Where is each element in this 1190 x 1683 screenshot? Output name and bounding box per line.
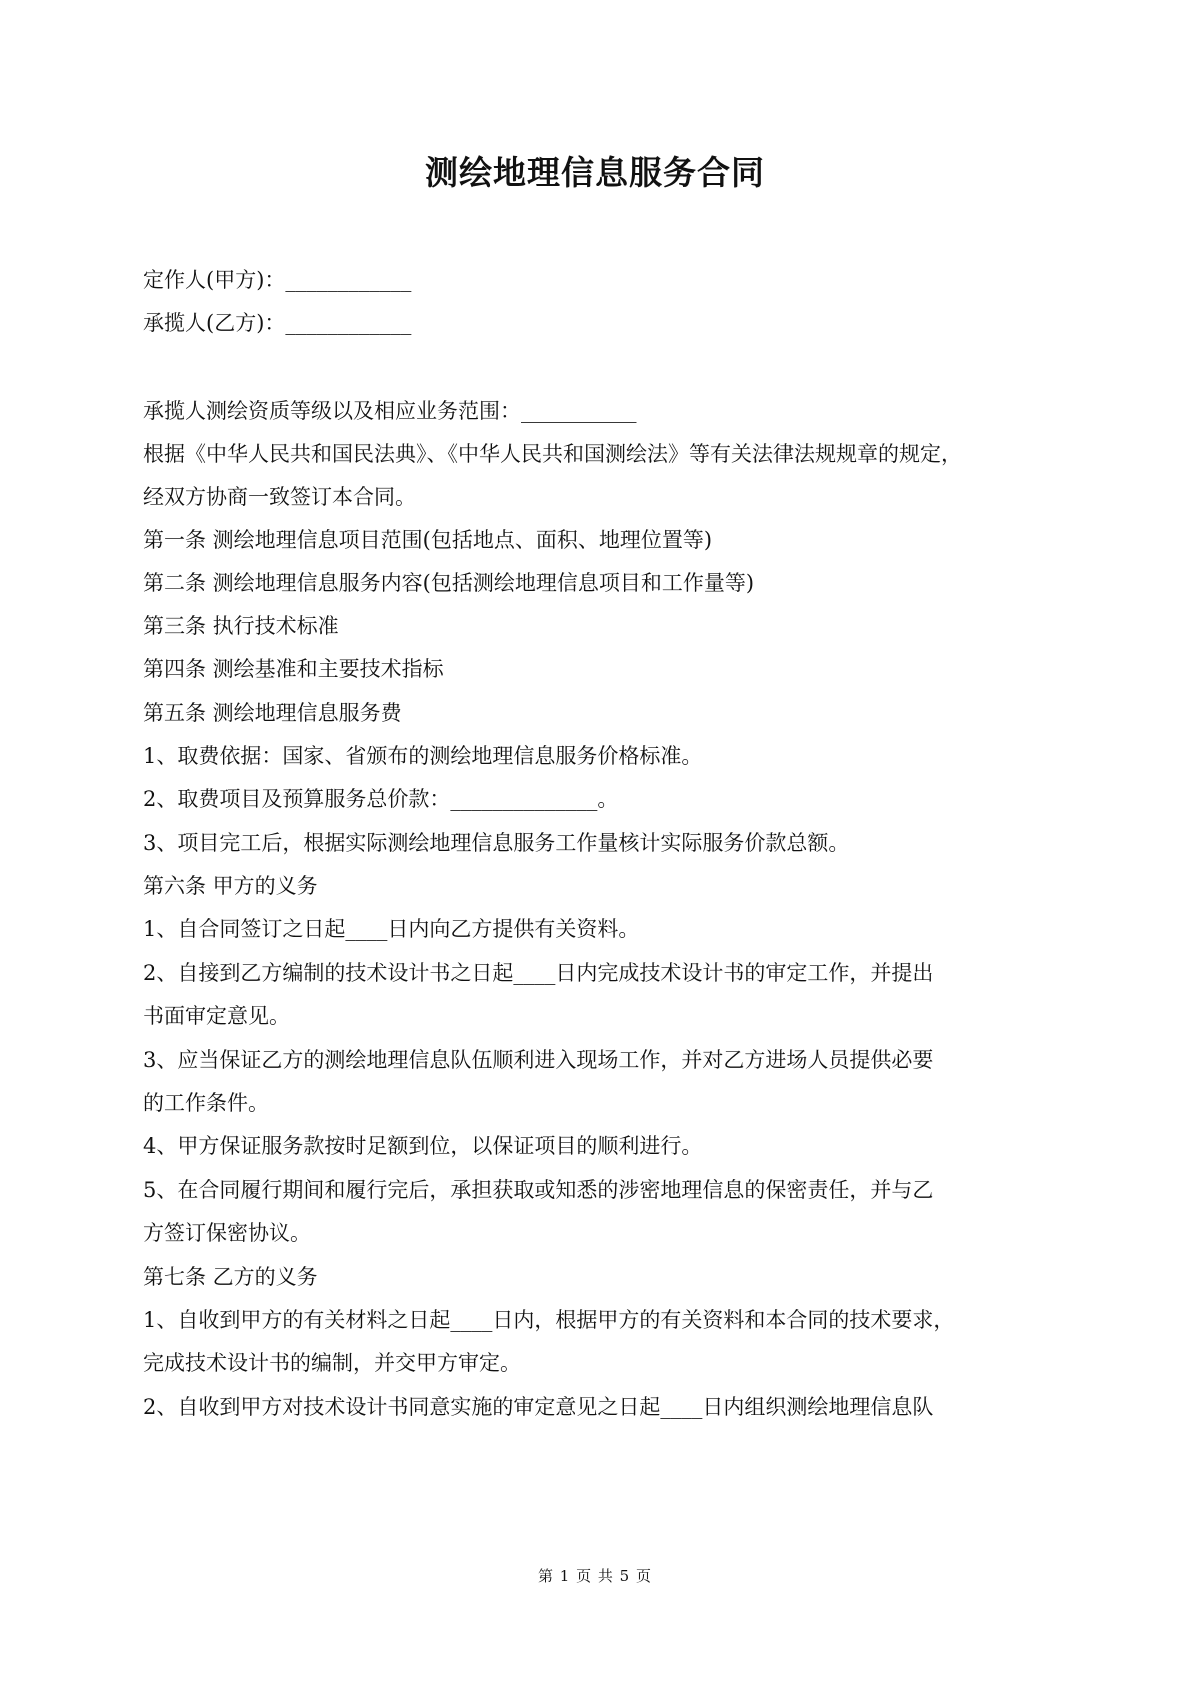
article-1-heading: 第一条 测绘地理信息项目范围(包括地点、面积、地理位置等) xyxy=(143,528,713,552)
party-b-line: 承揽人(乙方)：____________ xyxy=(143,311,412,335)
article-5-heading: 第五条 测绘地理信息服务费 xyxy=(143,701,402,725)
article-7-item-1-line-1: 1、自收到甲方的有关材料之日起____日内，根据甲方的有关资料和本合同的技术要求， xyxy=(143,1308,955,1332)
article-7-heading: 第七条 乙方的义务 xyxy=(143,1265,318,1289)
party-a-line: 定作人(甲方)：____________ xyxy=(143,268,412,292)
article-5-item-2: 2、取费项目及预算服务总价款：______________。 xyxy=(143,787,619,811)
page-indicator: 第 1 页 共 5 页 xyxy=(538,1567,652,1585)
article-5-item-1: 1、取费依据：国家、省颁布的测绘地理信息服务价格标准。 xyxy=(143,744,703,768)
article-2-heading: 第二条 测绘地理信息服务内容(包括测绘地理信息项目和工作量等) xyxy=(143,571,755,595)
preamble-line-2: 经双方协商一致签订本合同。 xyxy=(143,485,416,509)
article-7-item-2-line-1: 2、自收到甲方对技术设计书同意实施的审定意见之日起____日内组织测绘地理信息队 xyxy=(143,1395,934,1419)
preamble-line-1: 根据《中华人民共和国民法典》、《中华人民共和国测绘法》等有关法律法规规章的规定， xyxy=(143,442,962,466)
article-6-item-2-line-2: 书面审定意见。 xyxy=(143,1004,290,1028)
article-6-item-3-line-1: 3、应当保证乙方的测绘地理信息队伍顺利进入现场工作，并对乙方进场人员提供必要 xyxy=(143,1048,934,1072)
article-6-item-3-line-2: 的工作条件。 xyxy=(143,1091,269,1115)
article-6-item-4: 4、甲方保证服务款按时足额到位，以保证项目的顺利进行。 xyxy=(143,1134,703,1158)
article-6-item-5-line-2: 方签订保密协议。 xyxy=(143,1221,311,1245)
article-4-heading: 第四条 测绘基准和主要技术指标 xyxy=(143,657,444,681)
document-title: 测绘地理信息服务合同 xyxy=(425,153,765,192)
article-6-item-2-line-1: 2、自接到乙方编制的技术设计书之日起____日内完成技术设计书的审定工作，并提出 xyxy=(143,961,934,985)
article-6-heading: 第六条 甲方的义务 xyxy=(143,874,318,898)
article-3-heading: 第三条 执行技术标准 xyxy=(143,614,339,638)
article-6-item-5-line-1: 5、在合同履行期间和履行完后，承担获取或知悉的涉密地理信息的保密责任，并与乙 xyxy=(143,1178,934,1202)
article-7-item-1-line-2: 完成技术设计书的编制，并交甲方审定。 xyxy=(143,1351,521,1375)
qualification-line: 承揽人测绘资质等级以及相应业务范围：___________ xyxy=(143,399,637,423)
article-6-item-1: 1、自合同签订之日起____日内向乙方提供有关资料。 xyxy=(143,917,640,941)
article-5-item-3: 3、项目完工后，根据实际测绘地理信息服务工作量核计实际服务价款总额。 xyxy=(143,831,850,855)
